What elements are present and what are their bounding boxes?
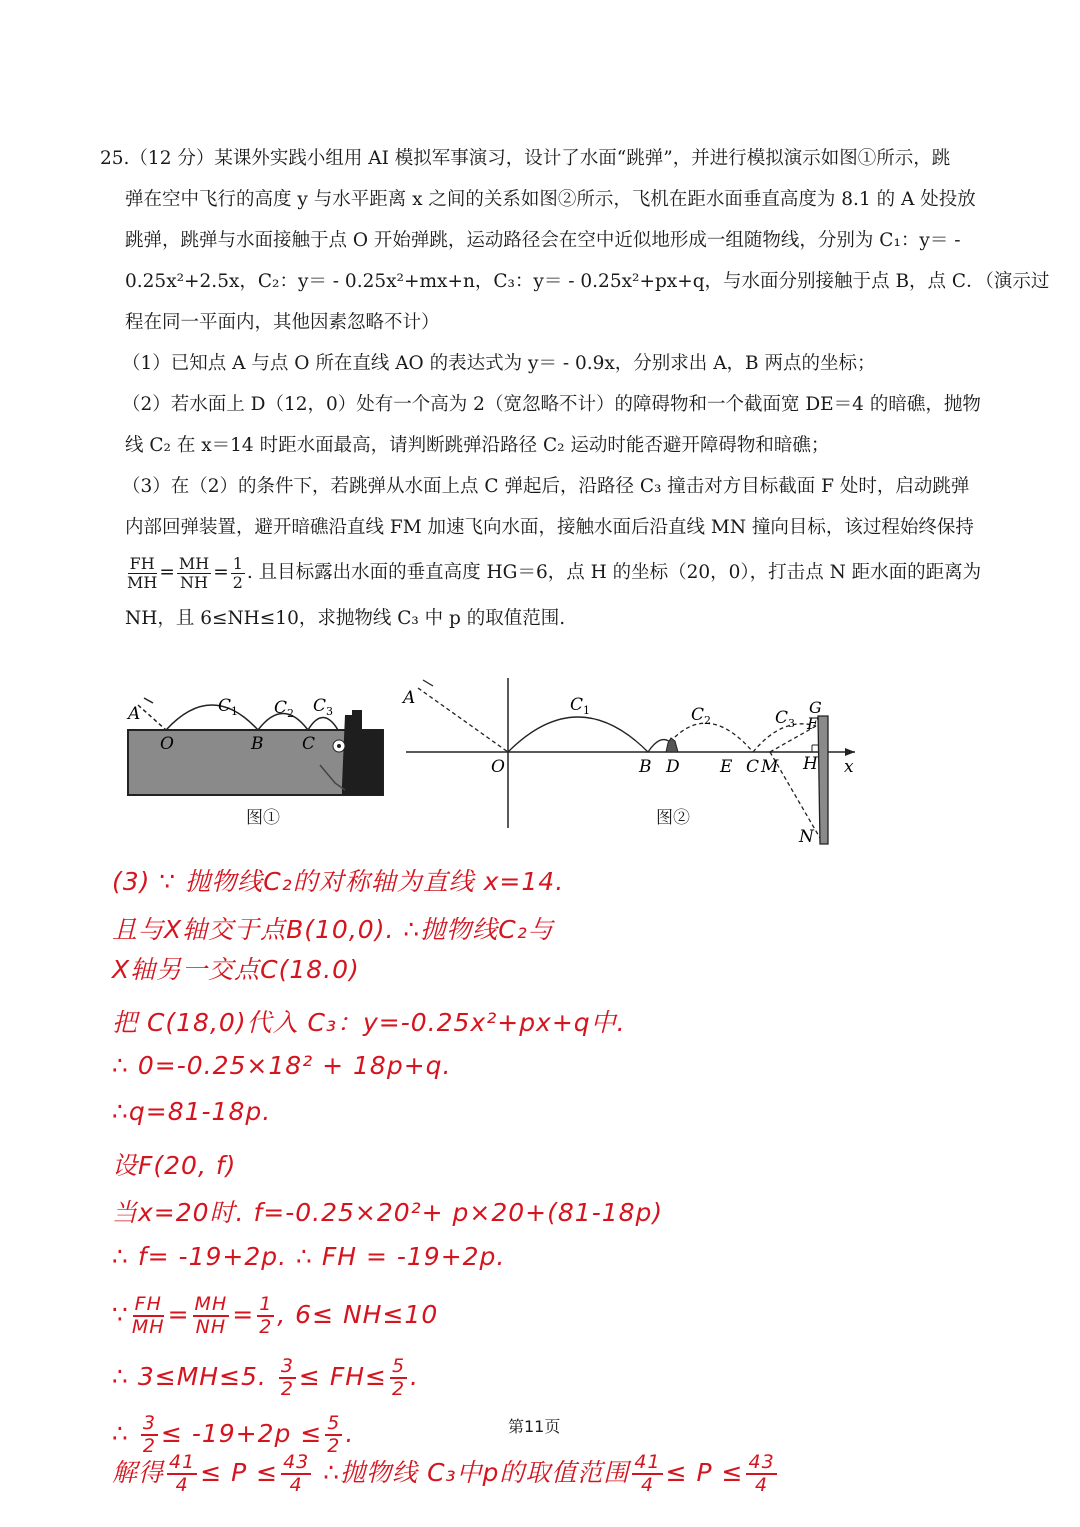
solution-line-13: 解得 $\frac{41}{4}$ ≤ P ≤ $\frac{43}{4}$ ∴抛物线 C₃中p的取值范围 $\frac{41}{4}$ ≤ P ≤ $\frac{43}{4}$: [112, 1451, 775, 1496]
fig2-label-b: B: [639, 757, 652, 777]
fig1-label-c2: $C_2$: [274, 698, 295, 720]
page-number: 第11页: [508, 1417, 561, 1436]
hand-fraction-41-4-b: $\frac{41}{4}$: [634, 1451, 661, 1496]
hand-fraction-fh-mh: $\frac{FH}{MH}$: [131, 1293, 165, 1338]
fig1-label-c: C: [302, 734, 316, 754]
problem-line-4: 0.25x²+2.5x，C₂：y＝ - 0.25x²+mx+n，C₃：y＝ - 0.25x²+px+q，与水面分别接触于点 B，点 C．（演示过: [125, 271, 1050, 292]
hand-fraction-five-halves-2: $\frac{5}{2}$: [327, 1412, 341, 1457]
fig2-label-e: E: [720, 757, 733, 777]
solution-line-9: ∴ f= -19+2p. ∴ FH = -19+2p.: [112, 1242, 506, 1271]
solution-line-2: 且与X轴交于点B(10,0). ∴抛物线C₂与: [112, 915, 554, 944]
fig2-label-m: M: [761, 757, 779, 777]
fig2-label-c: C: [746, 757, 760, 777]
hand-fraction-three-halves-2: $\frac{3}{2}$: [142, 1412, 156, 1457]
problem-line-5: 程在同一平面内，其他因素忽略不计）: [125, 312, 440, 333]
fig2-label-o: O: [491, 757, 505, 777]
fig2-label-f: F: [807, 714, 819, 733]
solution-line-8: 当x=20时. f=-0.25×20²+ p×20+(81-18p): [112, 1198, 664, 1227]
hand-fraction-mh-nh: $\frac{MH}{NH}$: [194, 1293, 228, 1338]
question-3-line-1: （3）在（2）的条件下，若跳弹从水面上点 C 弹起后，沿路径 C₃ 撞击对方目标截面 F 处时，启动跳弹: [122, 476, 970, 497]
problem-line-2: 弹在空中飞行的高度 y 与水平距离 x 之间的关系如图②所示，飞机在距水面垂直高度为 8.1 的 A 处投放: [125, 189, 976, 210]
problem-line-3: 跳弹，跳弹与水面接触于点 O 开始弹跳，运动路径会在空中近似地形成一组随物线，分别为 C₁：y＝ -: [125, 230, 961, 251]
fig2-label-n: N: [799, 827, 814, 847]
hand-fraction-43-4-b: $\frac{43}{4}$: [748, 1451, 775, 1496]
question-2-line-1: （2）若水面上 D（12，0）处有一个高为 2（宽忽略不计）的障碍物和一个截面宽 DE＝4 的暗礁，抛物: [122, 394, 981, 415]
solution-line-10: ∵ $\frac{FH}{MH}$ = $\frac{MH}{NH}$ = $\frac{1}{2}$ , 6≤ NH≤10: [112, 1293, 439, 1338]
fig1-label-a: A: [128, 704, 141, 724]
fig2-label-g: G: [809, 698, 822, 717]
fraction-fh-mh: $\frac{FH}{MH}$: [127, 553, 158, 592]
hand-fraction-five-halves: $\frac{5}{2}$: [391, 1355, 406, 1400]
solution-line-11: ∴ 3≤MH≤5. $\frac{3}{2}$ ≤ FH≤ $\frac{5}{2}$ .: [112, 1355, 419, 1400]
fig1-label-c3: $C_3$: [313, 696, 334, 718]
hand-fraction-41-4: $\frac{41}{4}$: [169, 1451, 196, 1496]
solution-line-1: (3) ∵ 抛物线C₂的对称轴为直线 x=14.: [112, 867, 565, 896]
fraction-mh-nh: $\frac{MH}{NH}$: [178, 553, 210, 592]
question-2-line-2: 线 C₂ 在 x＝14 时距水面最高，请判断跳弹沿路径 C₂ 运动时能否避开障碍物和暗礁；: [125, 435, 830, 456]
fraction-one-half: $\frac{1}{2}$: [232, 553, 243, 592]
figure-2: [398, 668, 870, 850]
figure-1-caption: 图①: [246, 808, 280, 828]
fig2-label-c3: $C_3$: [775, 708, 796, 730]
fig2-label-d: D: [666, 757, 680, 777]
fig1-label-o: O: [160, 734, 174, 754]
fig2-label-h: H: [803, 754, 818, 774]
question-1: （1）已知点 A 与点 O 所在直线 AO 的表达式为 y＝ - 0.9x，分别求出 A，B 两点的坐标；: [122, 353, 876, 374]
problem-text: [100, 138, 1050, 639]
hand-fraction-43-4: $\frac{43}{4}$: [283, 1451, 310, 1496]
ratio-line: $\frac{FH}{MH}$ = $\frac{MH}{NH}$ = $\frac{1}{2}$ . 且目标露出水面的垂直高度 HG＝6，点 H 的坐标（20，0），打击点 N 距水面的距离为: [127, 553, 982, 592]
solution-line-4: 把 C(18,0)代入 C₃：y=-0.25x²+px+q中.: [112, 1008, 626, 1037]
hand-fraction-three-halves: $\frac{3}{2}$: [280, 1355, 294, 1400]
fig2-label-c2: $C_2$: [691, 705, 712, 727]
solution-line-6: ∴q=81-18p.: [112, 1097, 272, 1126]
fig2-label-a: A: [403, 688, 416, 708]
hand-fraction-one-half: $\frac{1}{2}$: [259, 1293, 273, 1338]
question-3-line-2: 内部回弹装置，避开暗礁沿直线 FM 加速飞向水面，接触水面后沿直线 MN 撞向目标，该过程始终保持: [125, 517, 974, 538]
fig2-label-c1: $C_1$: [570, 695, 591, 717]
figure-2-caption: 图②: [656, 808, 690, 828]
solution-line-5: ∴ 0=-0.25×18² + 18p+q.: [112, 1051, 452, 1080]
solution-line-3: X轴另一交点C(18.0): [112, 955, 360, 984]
fig1-label-c1: $C_1$: [218, 696, 239, 718]
solution-line-12: ∴ $\frac{3}{2}$ ≤ -19+2p ≤ $\frac{5}{2}$ .: [112, 1412, 355, 1457]
solution-line-7: 设F(20, f): [112, 1151, 237, 1180]
fig2-label-x: x: [844, 757, 854, 777]
figure-1: [120, 685, 395, 800]
fig1-label-b: B: [251, 734, 264, 754]
problem-line-1: 25.（12 分）某课外实践小组用 AI 模拟军事演习，设计了水面“跳弹”，并进行模拟演示如图①所示，跳: [100, 148, 951, 169]
problem-last-line: NH，且 6≤NH≤10，求抛物线 C₃ 中 p 的取值范围.: [125, 608, 566, 629]
